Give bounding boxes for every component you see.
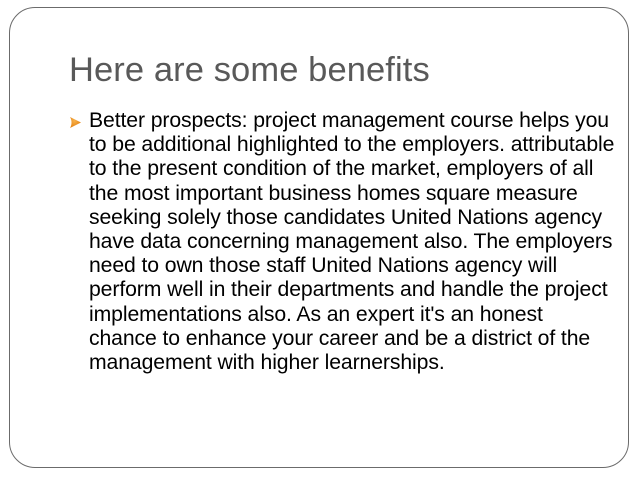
orange-bullet-icon (69, 116, 82, 129)
bullet-text: Better prospects: project management course helps you to be additional highlighted to the employers. attributable to the present condition of the market, employers of all the most important business homes square measure seeking solely those candidates United Nations agency have data concerning management also. The employers need to own those staff United Nations agency will perform well in their departments and handle the project implementations also. As an expert it's an honest chance to enhance your career and be a district of the management with higher learnerships. (89, 109, 615, 375)
bullet-list (68, 109, 616, 375)
bullet-item (68, 109, 616, 375)
slide-title: Here are some benefits (69, 51, 430, 89)
